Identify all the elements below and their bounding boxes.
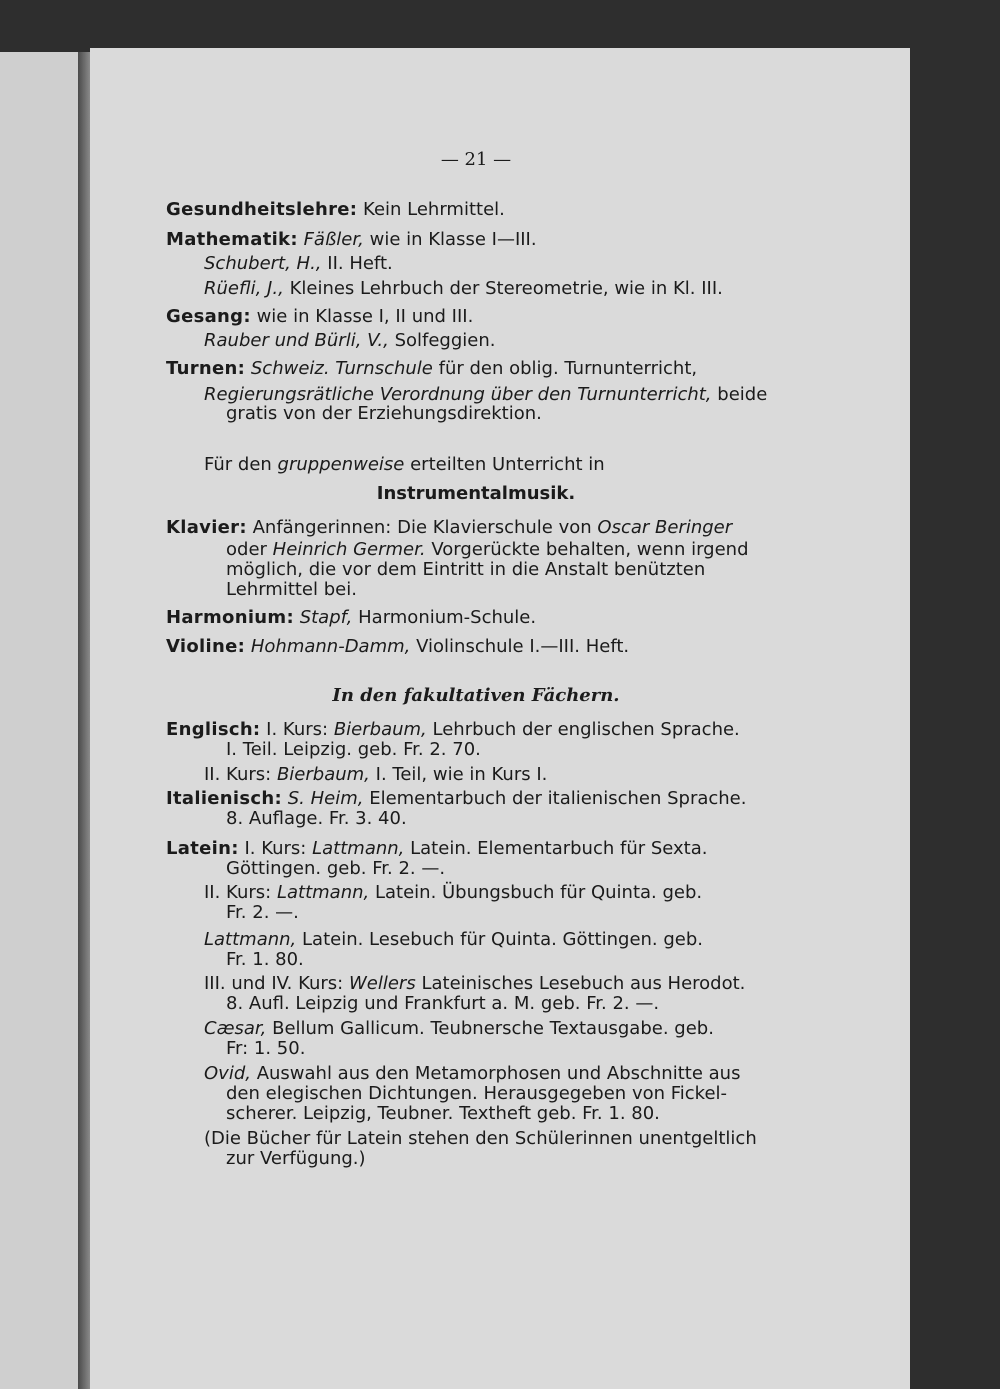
italienisch-italic: S. Heim, xyxy=(287,788,364,809)
latein-line-1 xyxy=(166,839,708,859)
englisch-text-1: Lehrbuch der englischen Sprache. xyxy=(432,719,740,740)
latein-line-14: (Die Bücher für Latein stehen den Schülerinnen unentgeltlich xyxy=(204,1128,757,1149)
turnen-line-2 xyxy=(204,385,767,405)
gesundheit-line xyxy=(166,200,505,220)
mathematik-line-2 xyxy=(204,254,393,274)
turnen-text-2: beide xyxy=(717,384,768,405)
englisch-label: Englisch: xyxy=(166,719,261,740)
englisch-italic-3: Bierbaum, xyxy=(276,764,370,785)
instr-intro-line xyxy=(204,455,605,475)
latein-line-15: zur Verfügung.) xyxy=(226,1148,366,1169)
klavier-line-2 xyxy=(226,540,749,560)
violine-label: Violine: xyxy=(166,636,246,657)
latein-italic-11: Ovid, xyxy=(204,1063,251,1084)
klavier-label: Klavier: xyxy=(166,517,247,538)
violine-line xyxy=(166,637,629,657)
turnen-line-3: gratis von der Erziehungsdirektion. xyxy=(226,403,542,424)
mathematik-author-3: Rüefli, J., xyxy=(204,278,284,299)
latein-line-3 xyxy=(204,883,702,903)
harmonium-line xyxy=(166,608,536,628)
latein-line-7 xyxy=(204,974,745,994)
mathematik-author-2: Schubert, H., xyxy=(204,253,322,274)
latein-line-13: scherer. Leipzig, Teubner. Textheft geb. Fr. 1. 80. xyxy=(226,1103,660,1124)
latein-line-11 xyxy=(204,1064,740,1084)
italienisch-text-1: Elementarbuch der italienischen Sprache. xyxy=(369,788,747,809)
latein-line-6: Fr. 1. 80. xyxy=(226,949,304,970)
latein-line-5 xyxy=(204,930,703,950)
mathematik-line-3 xyxy=(204,279,723,299)
latein-italic-5: Lattmann, xyxy=(204,929,297,950)
page-number: — 21 — xyxy=(440,149,512,170)
latein-text-3: Latein. Übungsbuch für Quinta. geb. xyxy=(374,882,703,903)
mathematik-label: Mathematik: xyxy=(166,229,298,250)
latein-italic-9: Cæsar, xyxy=(204,1018,267,1039)
gesang-line-1 xyxy=(166,307,473,327)
klavier-text-2: Vorgerückte behalten, wenn irgend xyxy=(431,539,749,560)
mathematik-line-1 xyxy=(166,230,537,250)
latein-line-2: Göttingen. geb. Fr. 2. —. xyxy=(226,858,446,879)
harmonium-label: Harmonium: xyxy=(166,607,294,628)
latein-text-1: Latein. Elementarbuch für Sexta. xyxy=(410,838,708,859)
italienisch-line-2: 8. Auflage. Fr. 3. 40. xyxy=(226,808,407,829)
latein-text-5: Latein. Lesebuch für Quinta. Göttingen. geb. xyxy=(302,929,704,950)
mathematik-text-3: Kleines Lehrbuch der Stereometrie, wie in Kl. III. xyxy=(289,278,723,299)
englisch-pre-1: I. Kurs: xyxy=(266,719,329,740)
instr-intro-post: erteilten Unterricht in xyxy=(410,454,605,475)
turnen-label: Turnen: xyxy=(166,358,246,379)
englisch-italic-1: Bierbaum, xyxy=(333,719,427,740)
englisch-pre-3: II. Kurs: xyxy=(204,764,272,785)
latein-line-8: 8. Aufl. Leipzig und Frankfurt a. M. geb. Fr. 2. —. xyxy=(226,993,660,1014)
gesang-author: Rauber und Bürli, V., xyxy=(204,330,389,351)
gesundheit-text: Kein Lehrmittel. xyxy=(363,199,505,220)
harmonium-text: Harmonium-Schule. xyxy=(358,607,537,628)
klavier-pre-2: oder xyxy=(226,539,267,560)
klavier-italic-2: Heinrich Germer. xyxy=(272,539,426,560)
instr-intro-pre: Für den xyxy=(204,454,272,475)
turnen-italic-2: Regierungsrätliche Verordnung über den Turnunterricht, xyxy=(204,384,712,405)
gesang-text-2: Solfeggien. xyxy=(394,330,496,351)
latein-pre-1: I. Kurs: xyxy=(244,838,307,859)
turnen-italic-1: Schweiz. Turnschule xyxy=(250,358,433,379)
italienisch-label: Italienisch: xyxy=(166,788,282,809)
harmonium-italic: Stapf, xyxy=(299,607,353,628)
turnen-text-1: für den oblig. Turnunterricht, xyxy=(438,358,698,379)
klavier-line-4: Lehrmittel bei. xyxy=(226,579,357,600)
latein-italic-3: Lattmann, xyxy=(276,882,370,903)
latein-text-9: Bellum Gallicum. Teubnersche Textausgabe. geb. xyxy=(272,1018,714,1039)
englisch-text-3: I. Teil, wie in Kurs I. xyxy=(375,764,548,785)
mathematik-text-2: II. Heft. xyxy=(327,253,393,274)
latein-pre-3: II. Kurs: xyxy=(204,882,272,903)
latein-label: Latein: xyxy=(166,838,239,859)
klavier-text-1: Anfängerinnen: Die Klavierschule von xyxy=(252,517,592,538)
left-page-edge xyxy=(0,52,78,1389)
gesang-label: Gesang: xyxy=(166,306,251,327)
latein-text-11: Auswahl aus den Metamorphosen und Abschnitte aus xyxy=(256,1063,741,1084)
klavier-line-3: möglich, die vor dem Eintritt in die Anstalt benützten xyxy=(226,559,706,580)
book-gutter xyxy=(78,52,90,1389)
klavier-italic-1: Oscar Beringer xyxy=(597,517,733,538)
englisch-line-3 xyxy=(204,765,547,785)
instrumentalmusik-heading: Instrumentalmusik. xyxy=(376,483,576,504)
latein-italic-1: Lattmann, xyxy=(312,838,405,859)
latein-line-9 xyxy=(204,1019,714,1039)
englisch-line-1 xyxy=(166,720,740,740)
fakultativ-heading: In den fakultativen Fächern. xyxy=(332,685,620,706)
turnen-line-1 xyxy=(166,359,697,379)
gesundheit-label: Gesundheitslehre: xyxy=(166,199,358,220)
gesang-text-1: wie in Klasse I, II und III. xyxy=(256,306,474,327)
mathematik-text-1: wie in Klasse I—III. xyxy=(369,229,537,250)
gesang-line-2 xyxy=(204,331,495,351)
instr-intro-italic: gruppenweise xyxy=(277,454,405,475)
englisch-line-2: I. Teil. Leipzig. geb. Fr. 2. 70. xyxy=(226,739,481,760)
violine-text: Violinschule I.—III. Heft. xyxy=(416,636,630,657)
latein-line-12: den elegischen Dichtungen. Herausgegeben von Fickel- xyxy=(226,1083,728,1104)
latein-pre-7: III. und IV. Kurs: xyxy=(204,973,344,994)
latein-italic-7: Wellers xyxy=(348,973,416,994)
italienisch-line-1 xyxy=(166,789,746,809)
violine-italic: Hohmann-Damm, xyxy=(250,636,411,657)
latein-line-4: Fr. 2. —. xyxy=(226,902,299,923)
latein-text-7: Lateinisches Lesebuch aus Herodot. xyxy=(421,973,746,994)
mathematik-author-1: Fäßler, xyxy=(303,229,364,250)
klavier-line-1 xyxy=(166,518,732,538)
latein-line-10: Fr: 1. 50. xyxy=(226,1038,306,1059)
